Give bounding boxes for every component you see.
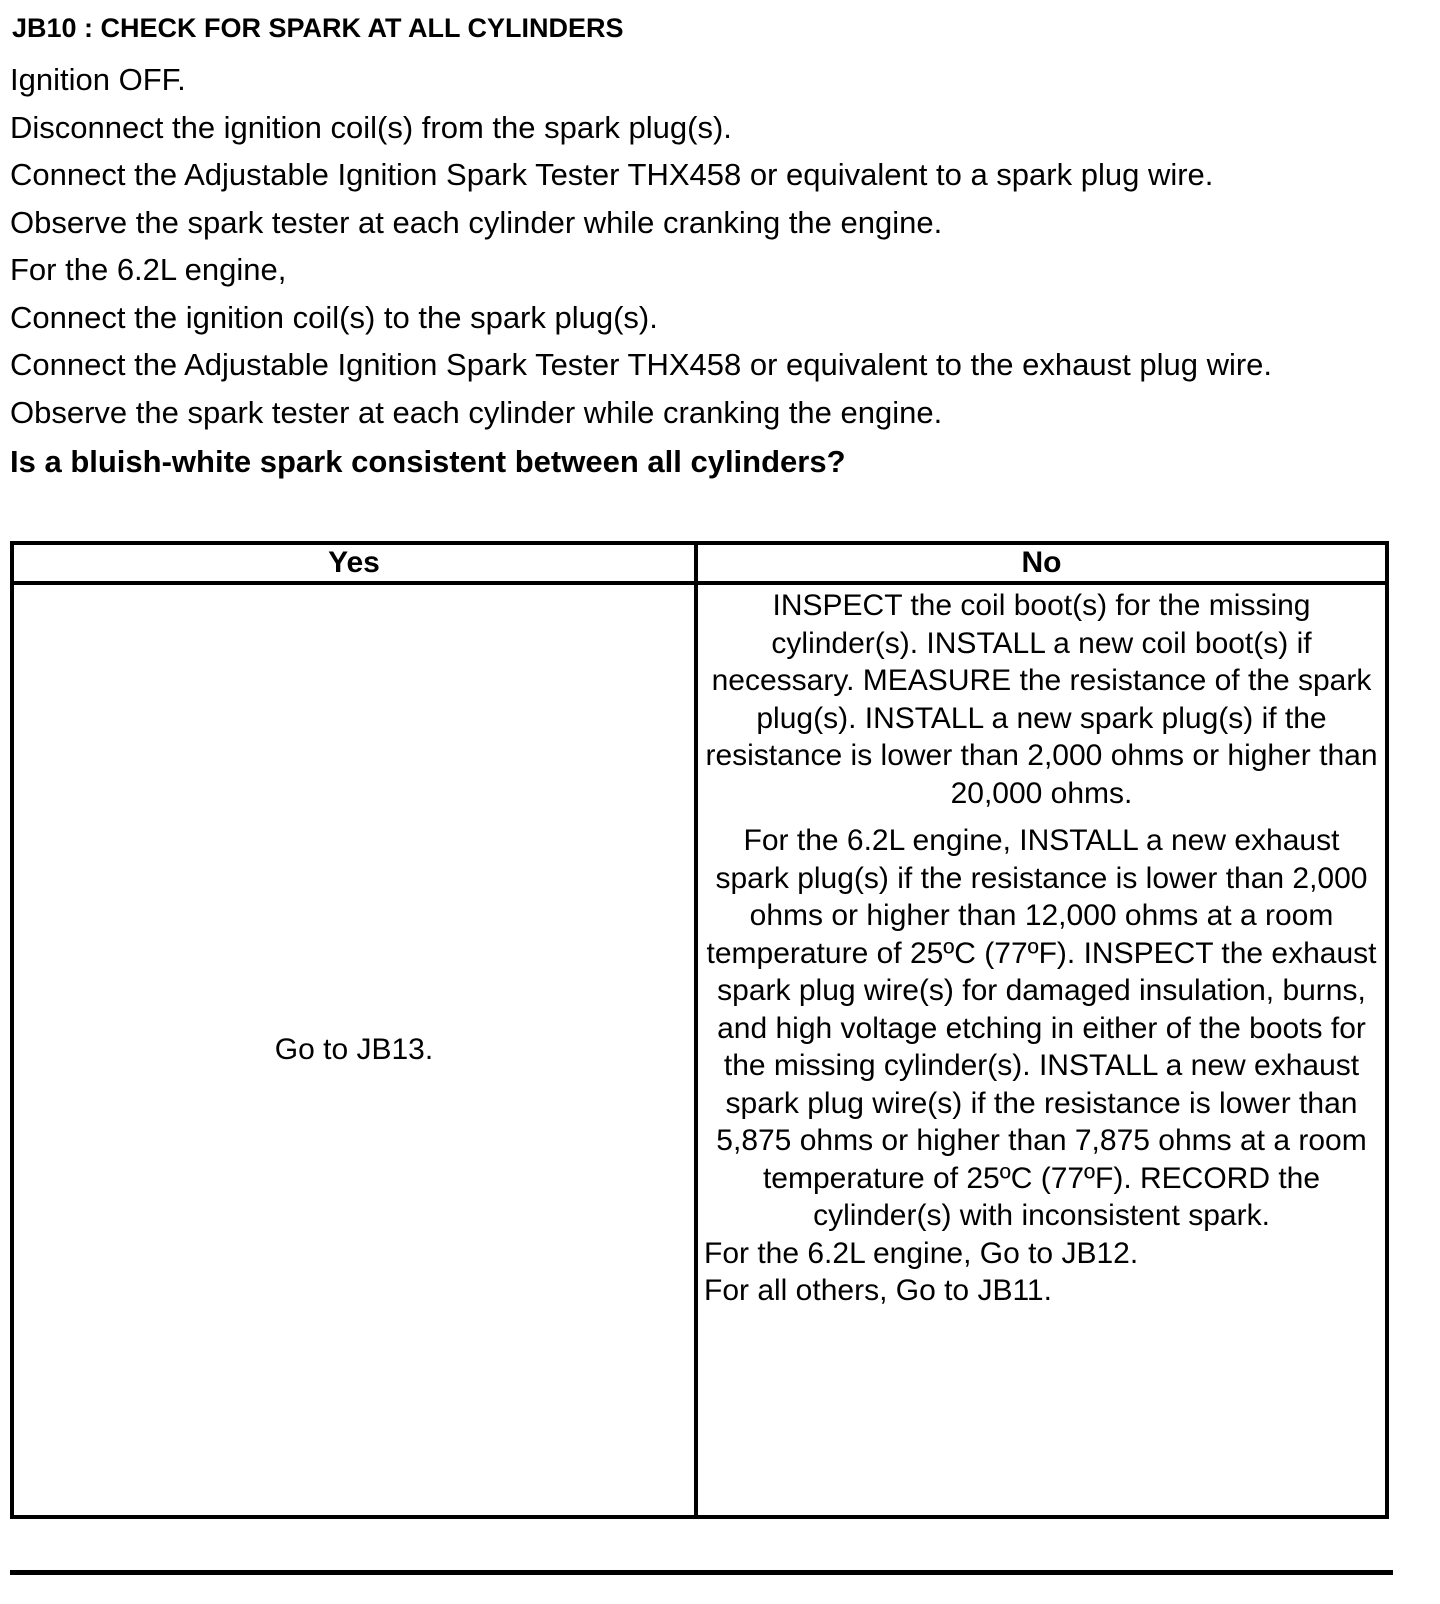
coil-boot-instruction: INSPECT the coil boot(s) for the missing cylinder(s). INSTALL a new coil boot(s) if necessary. MEASURE the resistance of the spark plug(s). INSTALL a new spark plug(s) if the resistance is lower than 2,000 ohms or higher than 20,000 ohms. <box>705 589 1378 810</box>
table-header-row <box>12 543 1387 583</box>
instruction-line: Observe the spark tester at each cylinder while cranking the engine. <box>10 394 943 430</box>
yes-action-cell: Go to JB13. <box>12 583 696 1517</box>
instruction-line: For the 6.2L engine, <box>10 252 287 287</box>
step-heading: JB10 : CHECK FOR SPARK AT ALL CYLINDERS <box>12 13 624 43</box>
exhaust-plug-instruction: For the 6.2L engine, INSTALL a new exhaust spark plug(s) if the resistance is lower than 2,000 ohms or higher than 12,000 ohms at a room temperature of 25ºC (77ºF). INSPECT the exhaust spark plug wire(s) for damaged insulation, burns, and high voltage etching in either of the boots for the missing cylinder(s). INSTALL a new exhaust spark plug wire(s) if the resistance is lower than 5,875 ohms or higher than 7,875 ohms at a room temperature of 25ºC (77ºF). RECORD the cylinder(s) with inconsistent spark. <box>706 824 1377 1232</box>
instruction-line: Connect the Adjustable Ignition Spark Tester THX458 or equivalent to the exhaust plug wire. <box>10 347 1273 382</box>
instruction-line: Disconnect the ignition coil(s) from the spark plug(s). <box>10 109 732 145</box>
no-column-header: No <box>696 543 1387 583</box>
instruction-line: Connect the Adjustable Ignition Spark Tester THX458 or equivalent to a spark plug wire. <box>10 157 1214 192</box>
goto-jb11-line: For all others, Go to JB11. <box>704 1274 1052 1307</box>
decision-question: Is a bluish-white spark consistent between all cylinders? <box>10 444 846 479</box>
yes-column-header: Yes <box>12 543 696 583</box>
result-table <box>10 541 1389 1519</box>
instruction-line: Ignition OFF. <box>10 62 186 97</box>
table-row <box>12 583 1387 1517</box>
goto-jb12-line: For the 6.2L engine, Go to JB12. <box>704 1236 1139 1270</box>
instruction-list <box>10 56 1272 436</box>
instruction-line: Connect the ignition coil(s) to the spark plug(s). <box>10 299 658 335</box>
bottom-divider <box>10 1570 1393 1575</box>
instruction-line: Observe the spark tester at each cylinder while cranking the engine. <box>10 204 943 240</box>
no-action-cell <box>696 583 1387 1517</box>
